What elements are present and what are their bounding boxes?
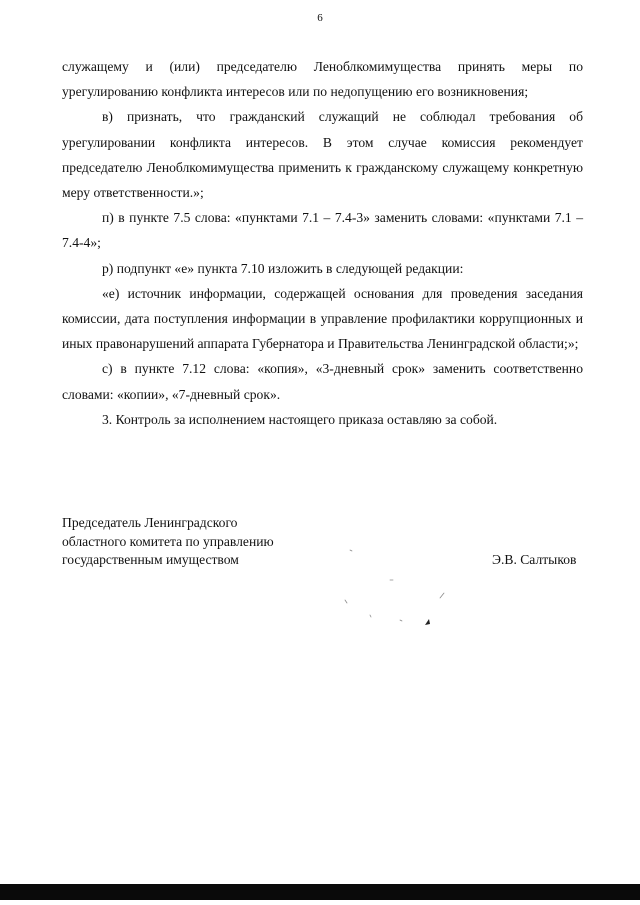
signatory-name: Э.В. Салтыков xyxy=(492,552,577,567)
page-number: 6 xyxy=(317,12,323,24)
signature-mark xyxy=(330,540,470,640)
document-body xyxy=(62,54,583,432)
paragraph: в) признать, что гражданский служащий не соблюдал требования об урегулировании конфликта интересов. В этом случае комиссия рекомендует председателю Леноблкомимущества применить к гражданскому служащему конкретную меру ответственности.»; xyxy=(62,109,583,201)
paragraph: служащему и (или) председателю Леноблкомимущества принять меры по урегулированию конфликта интересов или по недопущению его возникновения; xyxy=(62,59,583,100)
paragraph: «е) источник информации, содержащей основания для проведения заседания комиссии, дата поступления информации в управление профилактики коррупционных и иных правонарушений аппарата Губернатора и Правительства Ленинградской области;»; xyxy=(62,285,583,352)
signatory-title-line: Председатель Ленинградского xyxy=(62,515,238,530)
paragraph: 3. Контроль за исполнением настоящего приказа оставляю за собой. xyxy=(102,411,498,427)
paragraph: п) в пункте 7.5 слова: «пунктами 7.1 – 7.4-3» заменить словами: «пунктами 7.1 – 7.4-4»; xyxy=(62,210,583,251)
paragraph: с) в пункте 7.12 слова: «копия», «3-дневный срок» заменить соответственно словами: «копии», «7-дневный срок». xyxy=(62,361,583,402)
signatory-title-line: областного комитета по управлению xyxy=(62,533,274,549)
paragraph: р) подпункт «е» пункта 7.10 изложить в следующей редакции: xyxy=(102,260,464,276)
signatory-title-line: государственным имуществом xyxy=(62,552,239,567)
scan-edge-bar xyxy=(0,884,640,900)
